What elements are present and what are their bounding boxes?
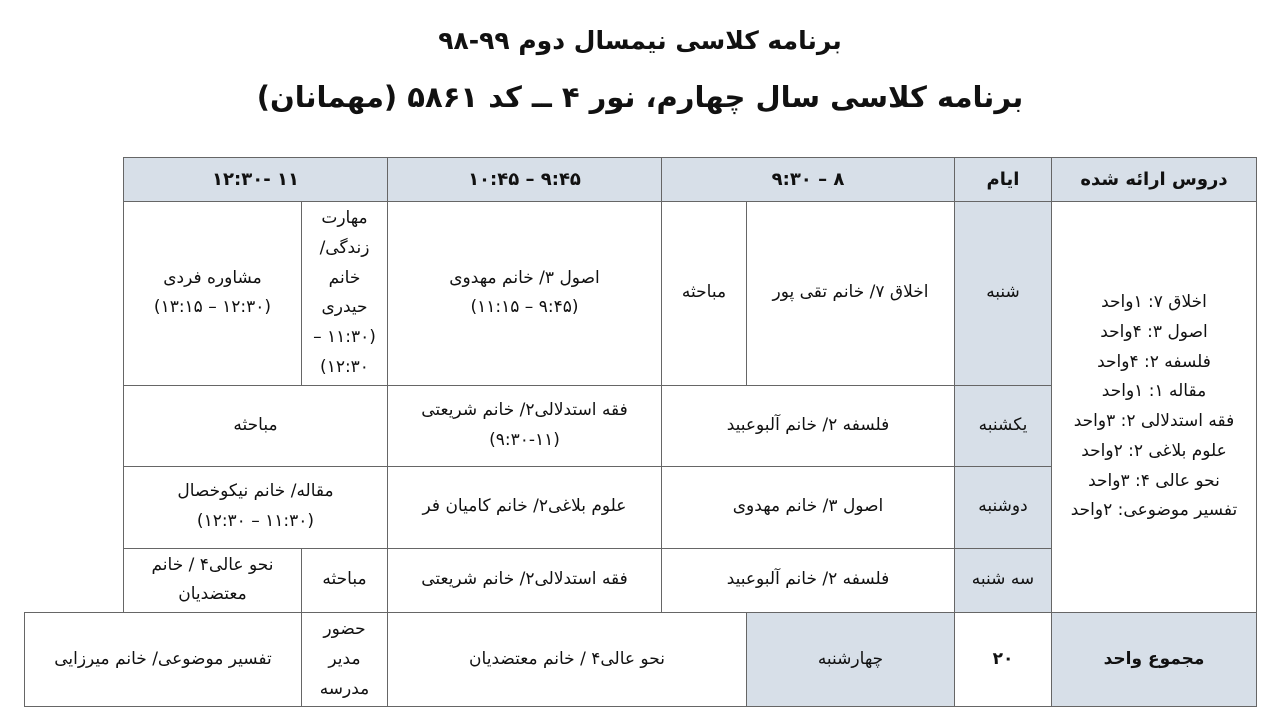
class-cell: مباحثه bbox=[123, 385, 387, 466]
class-time: (۱۱:۳۰ – ۱۲:۳۰) bbox=[196, 511, 315, 531]
class-title: مشاوره فردی bbox=[163, 267, 262, 288]
course-item: اصول ۳: ۴واحد bbox=[1100, 321, 1208, 342]
class-cell: مباحثه bbox=[302, 548, 388, 613]
header-slot-2: ۹:۴۵ – ۱۰:۴۵ bbox=[388, 158, 662, 202]
class-cell: نحو عالی۴ / خانم معتضدیان bbox=[388, 613, 747, 707]
class-time: (۱۱:۳۰ – ۱۲:۳۰) bbox=[313, 327, 376, 377]
courses-offered-list bbox=[1052, 202, 1257, 613]
class-cell bbox=[388, 385, 662, 466]
day-cell: دوشنبه bbox=[955, 466, 1052, 548]
class-cell: مباحثه bbox=[662, 202, 747, 386]
header-row bbox=[25, 158, 1257, 202]
class-cell bbox=[123, 466, 387, 548]
table-row-chaharshanbe bbox=[25, 613, 1257, 707]
class-cell bbox=[123, 202, 301, 386]
header-slot-1: ۸ – ۹:۳۰ bbox=[662, 158, 955, 202]
day-cell: سه شنبه bbox=[955, 548, 1052, 613]
class-title: فقه استدلالی۲/ خانم شریعتی bbox=[421, 399, 628, 420]
day-cell: شنبه bbox=[955, 202, 1052, 386]
class-cell bbox=[302, 202, 388, 386]
class-cell: نحو عالی۴ / خانم معتضدیان bbox=[123, 548, 301, 613]
course-item: اخلاق ۷: ۱واحد bbox=[1101, 292, 1207, 312]
course-item: مقاله ۱: ۱واحد bbox=[1101, 381, 1207, 402]
total-units-label: مجموع واحد bbox=[1052, 613, 1257, 707]
course-item: فلسفه ۲: ۴واحد bbox=[1097, 351, 1211, 372]
class-cell: اخلاق ۷/ خانم تقی پور bbox=[747, 202, 955, 386]
table-row-shanbe bbox=[25, 202, 1257, 386]
class-cell: تفسیر موضوعی/ خانم میرزایی bbox=[25, 613, 302, 707]
page-subtitle: برنامه کلاسی سال چهارم، نور ۴ ــ کد ۵۸۶۱ (مهمانان) bbox=[256, 80, 1024, 114]
class-time: (۹:۳۰-۱۱) bbox=[489, 429, 560, 450]
class-cell: علوم بلاغی۲/ خانم کامیان فر bbox=[388, 466, 662, 548]
total-units-value: ۲۰ bbox=[955, 613, 1052, 707]
class-cell: اصول ۳/ خانم مهدوی bbox=[662, 466, 955, 548]
class-title: اصول ۳/ خانم مهدوی bbox=[449, 267, 600, 288]
class-time: (۹:۴۵ – ۱۱:۱۵) bbox=[470, 297, 579, 318]
header-slot-3: ۱۱ -۱۲:۳۰ bbox=[123, 158, 387, 202]
day-cell: یکشنبه bbox=[955, 385, 1052, 466]
schedule-table bbox=[24, 157, 1257, 707]
course-item: فقه استدلالی ۲: ۳واحد bbox=[1073, 411, 1235, 431]
course-item: علوم بلاغی ۲: ۲واحد bbox=[1081, 440, 1227, 461]
page-title: برنامه کلاسی نیمسال دوم ۹۹-۹۸ bbox=[438, 26, 842, 55]
header-days: ایام bbox=[955, 158, 1052, 202]
header-courses: دروس ارائه شده bbox=[1052, 158, 1257, 202]
course-item: تفسیر موضوعی: ۲واحد bbox=[1070, 500, 1238, 521]
class-title: مهارت زندگی/ خانم حیدری bbox=[319, 208, 370, 318]
class-cell: حضور مدیر مدرسه bbox=[302, 613, 388, 707]
class-cell: فقه استدلالی۲/ خانم شریعتی bbox=[388, 548, 662, 613]
day-cell: چهارشنبه bbox=[747, 613, 955, 707]
course-item: نحو عالی ۴: ۳واحد bbox=[1088, 470, 1220, 491]
class-cell bbox=[388, 202, 662, 386]
class-cell: فلسفه ۲/ خانم آلبوعبید bbox=[662, 548, 955, 613]
class-time: (۱۲:۳۰ – ۱۳:۱۵) bbox=[153, 297, 272, 318]
class-cell: فلسفه ۲/ خانم آلبوعبید bbox=[662, 385, 955, 466]
class-title: مقاله/ خانم نیکوخصال bbox=[177, 481, 334, 502]
